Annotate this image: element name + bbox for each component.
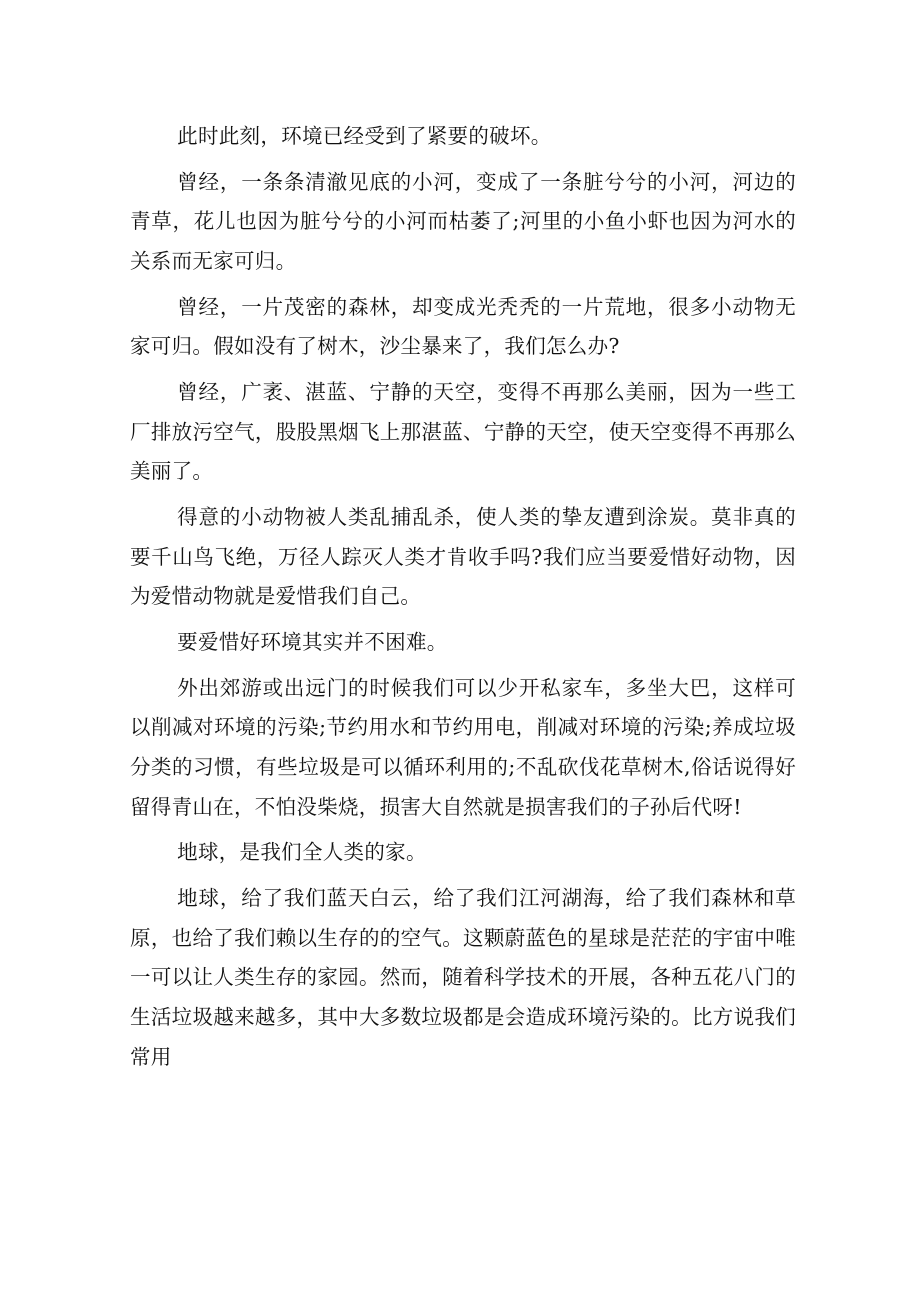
- paragraph-3: 曾经，一片茂密的森林，却变成光秃秃的一片荒地，很多小动物无家可归。假如没有了树木，沙尘暴来了，我们怎么办?: [130, 294, 796, 359]
- paragraph-8: 地球，是我们全人类的家。: [177, 840, 427, 865]
- paragraph-1: 此时此刻，环境已经受到了紧要的破坏。: [177, 124, 552, 148]
- paragraph-2: 曾经，一条条清澈见底的小河，变成了一条脏兮兮的小河，河边的青草，花儿也因为脏兮兮的小河而枯萎了;河里的小鱼小虾也因为河水的关系而无家可归。: [130, 169, 796, 273]
- paragraph-4: 曾经，广袤、湛蓝、宁静的天空，变得不再那么美丽，因为一些工厂排放污空气，股股黑烟飞上那湛蓝、宁静的天空，使天空变得不再那么美丽了。: [130, 380, 796, 484]
- paragraph-6: 要爱惜好环境其实并不困难。: [177, 630, 448, 655]
- paragraph-7: 外出郊游或出远门的时候我们可以少开私家车，多坐大巴，这样可以削减对环境的污染;节约用水和节约用电，削减对环境的污染;养成垃圾分类的习惯，有些垃圾是可以循环利用的;不乱砍伐花草树木,俗话说得好留得青山在，不怕没柴烧，损害大自然就是损害我们的子孙后代呀!: [130, 675, 796, 819]
- document-body: [130, 117, 796, 1083]
- paragraph-9: 地球，给了我们蓝天白云，给了我们江河湖海，给了我们森林和草原，也给了我们赖以生存的的空气。这颗蔚蓝色的星球是茫茫的宇宙中唯一可以让人类生存的家园。然而，随着科学技术的开展，各种五花八门的生活垃圾越来越多，其中大多数垃圾都是会造成环境污染的。比方说我们常用: [130, 886, 796, 1069]
- paragraph-5: 得意的小动物被人类乱捕乱杀，使人类的挚友遭到涂炭。莫非真的要千山鸟飞绝，万径人踪灭人类才肯收手吗?我们应当要爱惜好动物，因为爱惜动物就是爱惜我们自己。: [130, 505, 796, 609]
